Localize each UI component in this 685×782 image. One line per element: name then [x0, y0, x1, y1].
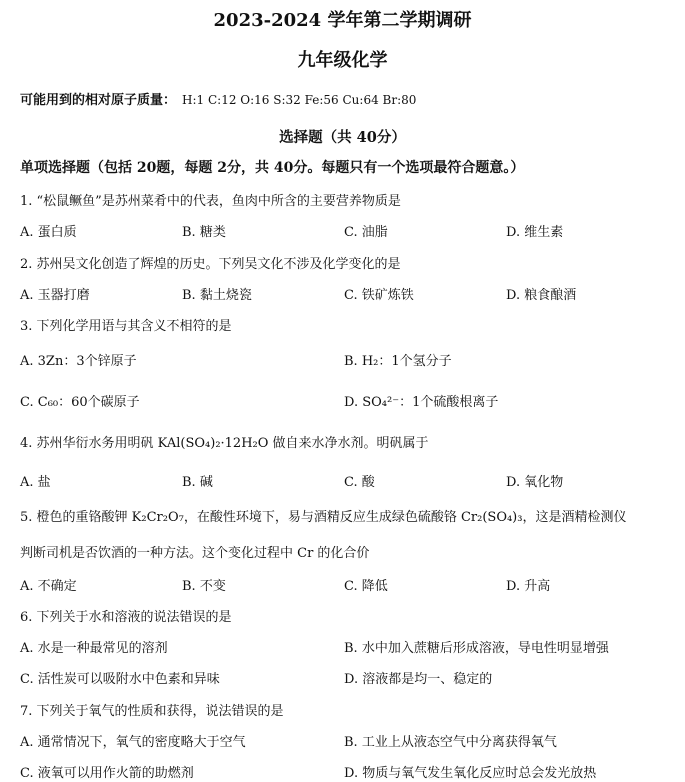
q2-option-b: B. 黏土烧瓷 [182, 288, 252, 303]
q4-option-b: B. 碱 [182, 475, 213, 490]
q2-option-c: C. 铁矿炼铁 [344, 288, 414, 303]
q7-option-c: C. 液氧可以用作火箭的助燃剂 [20, 766, 194, 781]
q1-option-c: C. 油脂 [344, 225, 388, 240]
q1-option-a: A. 蛋白质 [20, 225, 77, 240]
q4-option-d: D. 氧化物 [506, 475, 564, 490]
q5-option-d: D. 升高 [506, 579, 551, 594]
question-6-stem: 6. 下列关于水和溶液的说法错误的是 [20, 610, 232, 625]
question-5-stem: 5. 橙色的重铬酸钾 K₂Cr₂O₇，在酸性环境下，易与酒精反应生成绿色硫酸铬 Cr₂(SO₄)₃，这是酒精检测仪 [20, 510, 627, 525]
q3-option-c: C. C₆₀：60个碳原子 [20, 395, 140, 410]
exam-subtitle: 九年级化学 [297, 50, 388, 71]
q4-option-c: C. 酸 [344, 475, 375, 490]
q3-option-a: A. 3Zn：3个锌原子 [20, 354, 137, 369]
section-title: 选择题（共 40分） [279, 129, 406, 146]
question-4-stem: 4. 苏州华衍水务用明矾 KAl(SO₄)₂·12H₂O 做自来水净水剂。明矾属于 [20, 436, 429, 451]
question-2-stem: 2. 苏州吴文化创造了辉煌的历史。下列吴文化不涉及化学变化的是 [20, 257, 401, 272]
q3-option-d: D. SO₄²⁻：1个硫酸根离子 [344, 395, 499, 410]
question-5-stem-cont: 判断司机是否饮酒的一种方法。这个变化过程中 Cr 的化合价 [20, 546, 370, 561]
atomic-masses-label: 可能用到的相对原子质量： [20, 93, 177, 108]
q6-option-d: D. 溶液都是均一、稳定的 [344, 672, 493, 687]
q6-option-b: B. 水中加入蔗糖后形成溶液，导电性明显增强 [344, 641, 609, 656]
q2-option-a: A. 玉器打磨 [20, 288, 90, 303]
q5-option-a: A. 不确定 [20, 579, 77, 594]
q1-option-b: B. 糖类 [182, 225, 226, 240]
q7-option-d: D. 物质与氧气发生氧化反应时总会发光放热 [344, 766, 597, 781]
q6-option-c: C. 活性炭可以吸附水中色素和异味 [20, 672, 220, 687]
q4-option-a: A. 盐 [20, 475, 51, 490]
q3-option-b: B. H₂：1个氢分子 [344, 354, 452, 369]
q7-option-a: A. 通常情况下，氧气的密度略大于空气 [20, 735, 246, 750]
q2-option-d: D. 粮食酿酒 [506, 288, 577, 303]
instructions: 单项选择题（包括 20题，每题 2分，共 40分。每题只有一个选项最符合题意。） [20, 160, 525, 176]
atomic-masses-values: H:1 C:12 O:16 S:32 Fe:56 Cu:64 Br:80 [182, 93, 417, 107]
exam-title: 2023-2024 学年第二学期调研 [213, 10, 472, 31]
question-1-stem: 1. “松鼠鳜鱼”是苏州菜肴中的代表，鱼肉中所含的主要营养物质是 [20, 194, 401, 209]
question-7-stem: 7. 下列关于氧气的性质和获得，说法错误的是 [20, 704, 284, 719]
q7-option-b: B. 工业上从液态空气中分离获得氧气 [344, 735, 557, 750]
question-3-stem: 3. 下列化学用语与其含义不相符的是 [20, 319, 232, 334]
q1-option-d: D. 维生素 [506, 225, 564, 240]
q6-option-a: A. 水是一种最常见的溶剂 [20, 641, 168, 656]
q5-option-c: C. 降低 [344, 579, 388, 594]
q5-option-b: B. 不变 [182, 579, 226, 594]
atomic-masses [20, 89, 416, 108]
